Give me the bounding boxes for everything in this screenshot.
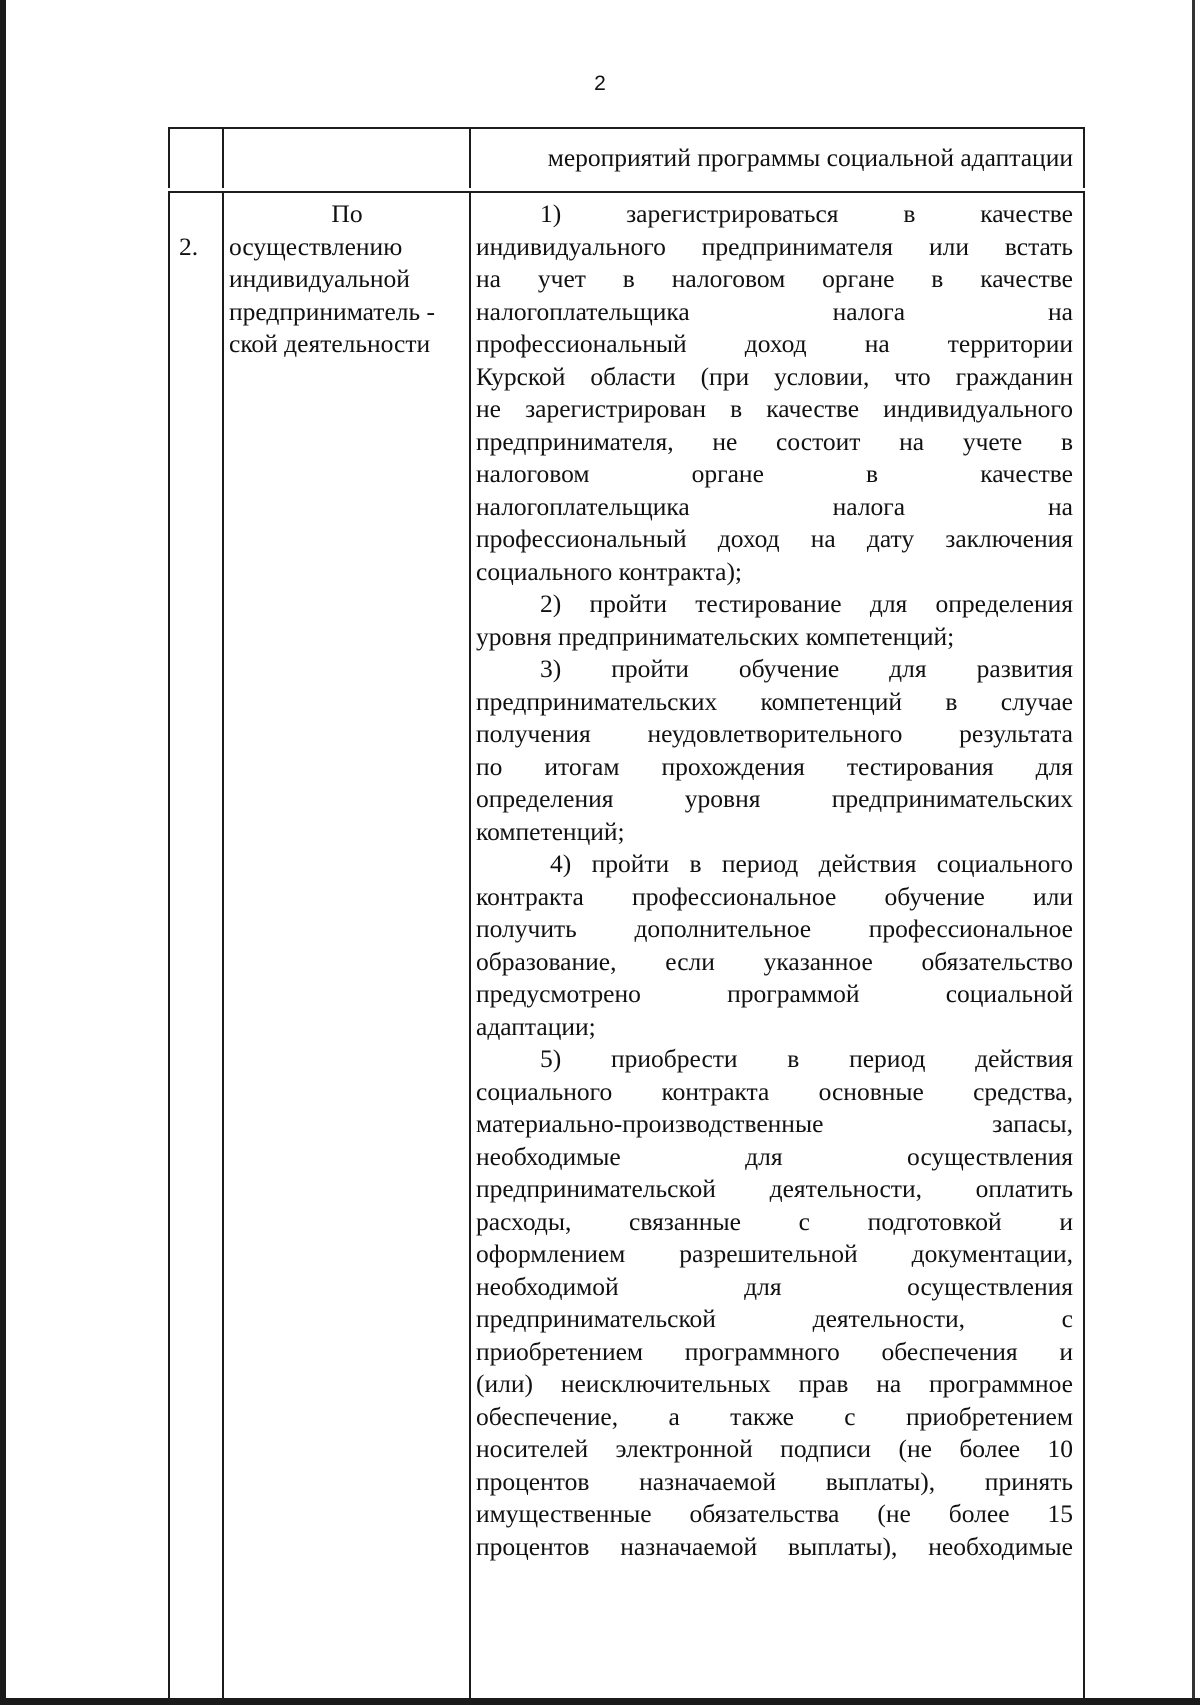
content-line: процентов назначаемой выплаты), необходимые (476, 1531, 1073, 1561)
content-line: необходимые для осуществления (476, 1141, 1073, 1171)
content-line: по итогам прохождения тестирования для (476, 751, 1073, 781)
activity-name-line: По (331, 199, 363, 228)
activity-name-line: предприниматель - (229, 296, 435, 326)
content-line: получить дополнительное профессиональное (476, 914, 1073, 943)
content-line: налоговом органе в качестве (476, 459, 1073, 488)
content-line: имущественные обязательства (не более 15 (476, 1499, 1073, 1528)
content-line: не зарегистрирован в качестве индивидуального (476, 394, 1073, 423)
content-line: социального контракта основные средства, (476, 1076, 1073, 1106)
content-line: необходимой для осуществления (476, 1271, 1073, 1301)
content-line: 5) приобрести в период действия (540, 1044, 1073, 1073)
obligations-content-cell (476, 198, 1073, 1563)
content-line: профессиональный доход на дату заключения (476, 524, 1073, 553)
scan-edge-right (1192, 0, 1195, 1705)
content-line: предпринимательской деятельности, с (476, 1304, 1073, 1333)
content-line: уровня предпринимательских компетенций; (476, 621, 955, 651)
content-line: материально-производственные запасы, (476, 1109, 1073, 1138)
content-line: индивидуального предпринимателя или встать (476, 231, 1073, 261)
content-line: на учет в налоговом органе в качестве (476, 264, 1073, 293)
content-line: 1) зарегистрироваться в качестве (540, 199, 1073, 228)
column-divider (469, 129, 471, 188)
content-line: социального контракта); (476, 556, 743, 586)
column-divider (222, 193, 224, 1699)
activity-name-cell (229, 198, 465, 361)
content-line: профессиональный доход на территории (476, 329, 1073, 358)
activity-name-line: ской деятельности (229, 329, 431, 358)
content-line: налогоплательщика налога на (476, 491, 1073, 521)
content-line: Курской области (при условии, что гражданин (476, 361, 1073, 391)
table-row-2 (168, 191, 1085, 1701)
content-line: предусмотрено программой социальной (476, 979, 1073, 1008)
content-line: предпринимательских компетенций в случае (476, 686, 1073, 716)
content-line: (или) неисключительных прав на программное (476, 1369, 1073, 1398)
content-line: процентов назначаемой выплаты), принять (476, 1466, 1073, 1496)
content-line: предпринимателя, не состоит на учете в (476, 426, 1073, 456)
content-line: обеспечение, а также с приобретением (476, 1401, 1073, 1431)
activity-name-line: индивидуальной (229, 264, 410, 293)
table-row-continued (168, 127, 1085, 188)
content-line: компетенций; (476, 816, 625, 846)
content-line: носителей электронной подписи (не более 10 (476, 1434, 1073, 1463)
content-line: адаптации; (476, 1011, 596, 1041)
column-divider (222, 129, 224, 188)
content-line: предпринимательской деятельности, оплатить (476, 1174, 1073, 1203)
continued-content-cell: мероприятий программы социальной адаптации (547, 143, 1073, 172)
row-number-cell: 2. (179, 232, 199, 261)
content-line: определения уровня предпринимательских (476, 784, 1073, 813)
content-line: расходы, связанные с подготовкой и (476, 1206, 1073, 1236)
content-line: контракта профессиональное обучение или (476, 881, 1073, 911)
content-line: получения неудовлетворительного результата (476, 719, 1073, 748)
content-line: 3) пройти обучение для развития (540, 654, 1073, 683)
column-divider (469, 193, 471, 1699)
content-line: приобретением программного обеспечения и (476, 1336, 1073, 1366)
content-line: оформлением разрешительной документации, (476, 1239, 1073, 1268)
activity-name-line: осуществлению (229, 231, 403, 261)
content-line: 2) пройти тестирование для определения (540, 589, 1073, 618)
scan-edge-left (0, 0, 6, 1705)
content-line: 4) пройти в период действия социального (550, 849, 1073, 878)
content-line: налогоплательщика налога на (476, 296, 1073, 326)
content-line: образование, если указанное обязательство (476, 946, 1073, 976)
page-number: 2 (594, 72, 606, 95)
